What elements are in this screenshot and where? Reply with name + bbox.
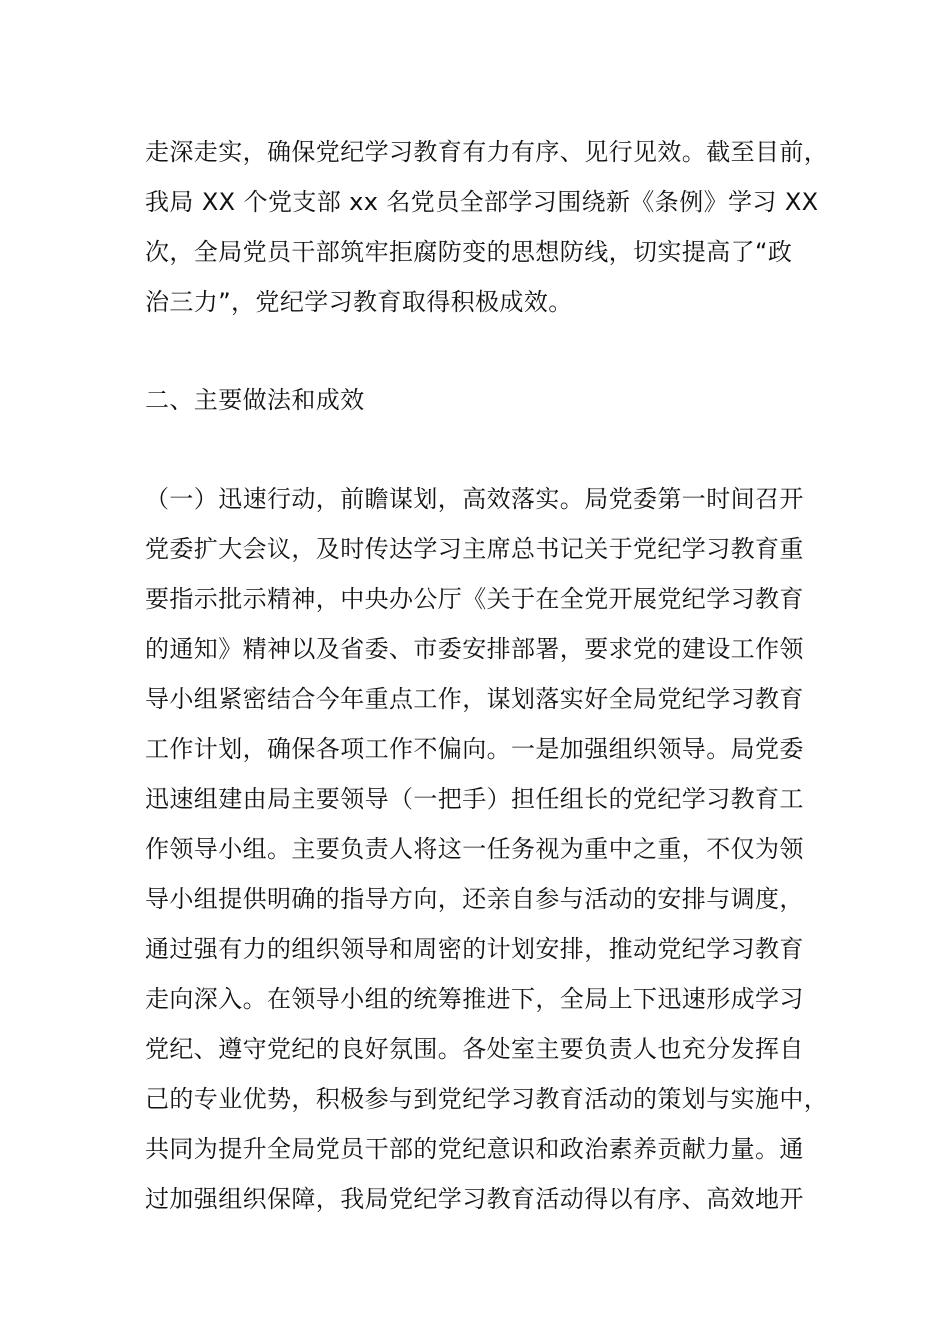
text-line: 要指示批示精神，中央办公厅《关于在全党开展党纪学习教育	[145, 585, 804, 613]
text-line: 迅速组建由局主要领导（一把手）担任组长的党纪学习教育工	[145, 785, 804, 813]
text-line: 共同为提升全局党员干部的党纪意识和政治素养贡献力量。通	[145, 1135, 804, 1163]
text-line: 党纪、遵守党纪的良好氛围。各处室主要负责人也充分发挥自	[145, 1035, 804, 1063]
text-line: 过加强组织保障，我局党纪学习教育活动得以有序、高效地开	[145, 1185, 804, 1213]
text-line: 走深走实，确保党纪学习教育有力有序、见行见效。截至目前，	[145, 138, 829, 166]
text-line: 的通知》精神以及省委、市委安排部署，要求党的建设工作领	[145, 635, 804, 663]
text-line: 导小组紧密结合今年重点工作，谋划落实好全局党纪学习教育	[145, 685, 804, 713]
text-line: （一）迅速行动，前瞻谋划，高效落实。局党委第一时间召开	[145, 485, 804, 513]
text-line: 治三力”，党纪学习教育取得积极成效。	[145, 288, 573, 316]
text-line: 导小组提供明确的指导方向，还亲自参与活动的安排与调度，	[145, 885, 804, 913]
text-line: 工作计划，确保各项工作不偏向。一是加强组织领导。局党委	[145, 735, 804, 763]
text-line: 党委扩大会议，及时传达学习主席总书记关于党纪学习教育重	[145, 535, 804, 563]
text-line: 作领导小组。主要负责人将这一任务视为重中之重，不仅为领	[145, 835, 804, 863]
section-heading: 二、主要做法和成效	[145, 386, 365, 414]
text-line: 次，全局党员干部筑牢拒腐防变的思想防线，切实提高了“政	[145, 238, 793, 266]
text-line: 通过强有力的组织领导和周密的计划安排，推动党纪学习教育	[145, 935, 804, 963]
text-line: 我局 XX 个党支部 xx 名党员全部学习围绕新《条例》学习 XX	[145, 188, 819, 216]
text-line: 己的专业优势，积极参与到党纪学习教育活动的策划与实施中，	[145, 1085, 829, 1113]
text-line: 走向深入。在领导小组的统筹推进下，全局上下迅速形成学习	[145, 985, 804, 1013]
